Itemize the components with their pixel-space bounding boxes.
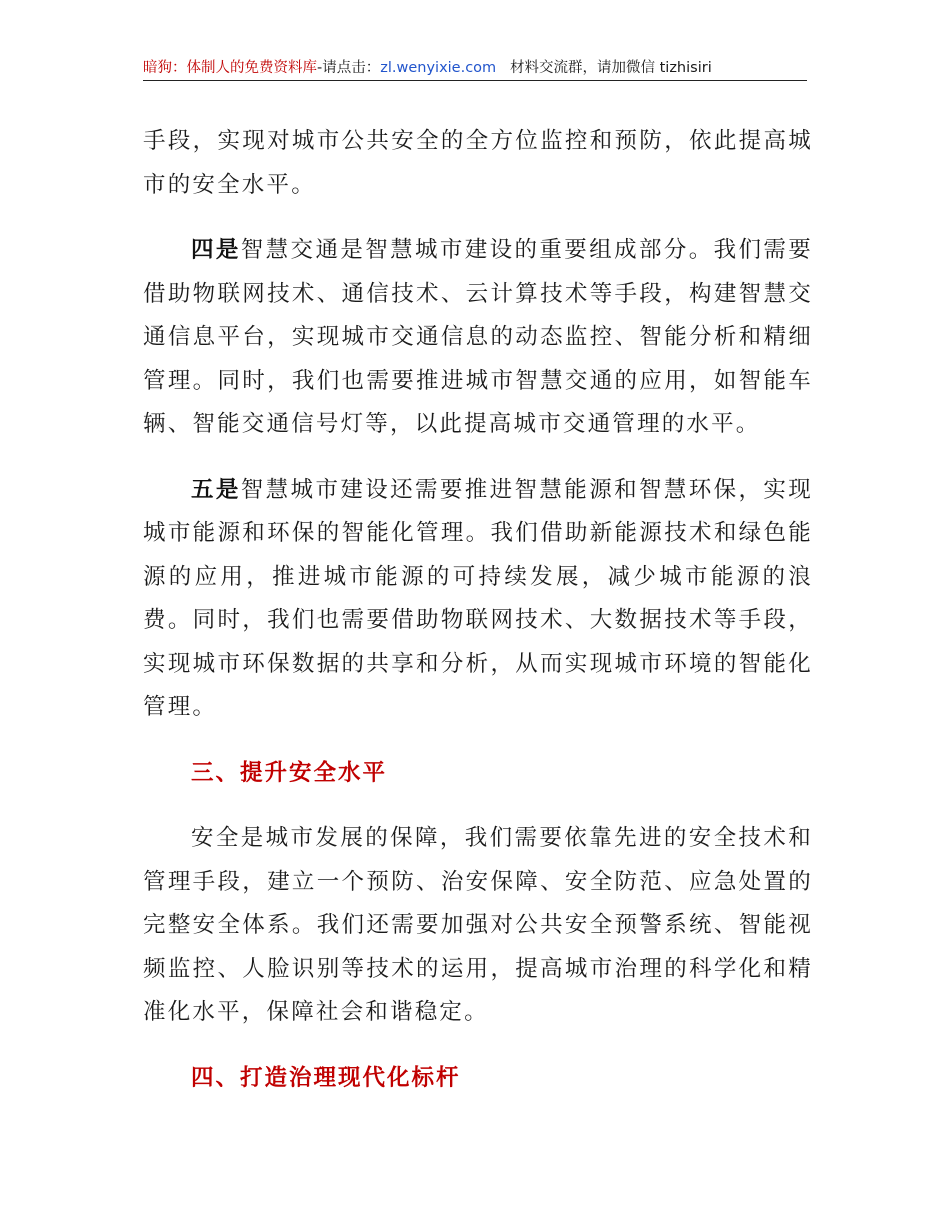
header-click-hint: -请点击： <box>317 60 381 76</box>
section-heading-three: 三、提升安全水平 <box>191 759 388 786</box>
header-group-text: 材料交流群，请加微信 tizhisiri <box>510 60 712 76</box>
header-brand: 暗狗：体制人的免费资料库 <box>143 60 317 76</box>
page-header <box>143 56 807 81</box>
paragraph-security: 安全是城市发展的保障，我们需要依靠先进的安全技术和管理手段，建立一个预防、治安保障、安全防范、应急处置的完整安全体系。我们还需要加强对公共安全预警系统、智能视频监控、人脸识别等技术的运用，提高城市治理的科学化和精准化水平，保障社会和谐稳定。 <box>143 825 813 1025</box>
paragraph-four-lead: 四是 <box>191 237 241 263</box>
paragraph-five-text: 智慧城市建设还需要推进智慧能源和智慧环保，实现城市能源和环保的智能化管理。我们借助新能源技术和绿色能源的应用，推进城市能源的可持续发展，减少城市能源的浪费。同时，我们也需要借助物联网技术、大数据技术等手段，实现城市环保数据的共享和分析，从而实现城市环境的智能化管理。 <box>143 476 813 720</box>
document-body <box>143 120 813 1100</box>
header-url-link[interactable]: zl.wenyixie.com <box>380 60 497 76</box>
paragraph-five-lead: 五是 <box>191 476 241 503</box>
paragraph-four-text: 智慧交通是智慧城市建设的重要组成部分。我们需要借助物联网技术、通信技术、云计算技术等手段，构建智慧交通信息平台，实现城市交通信息的动态监控、智能分析和精细管理。同时，我们也需要推进城市智慧交通的应用，如智能车辆、智能交通信号灯等，以此提高城市交通管理的水平。 <box>143 237 813 437</box>
paragraph-four <box>143 229 813 447</box>
paragraph-continuation: 手段，实现对城市公共安全的全方位监控和预防，依此提高城市的安全水平。 <box>143 128 813 198</box>
section-heading-four: 四、打造治理现代化标杆 <box>191 1064 461 1091</box>
paragraph-five <box>143 469 813 730</box>
